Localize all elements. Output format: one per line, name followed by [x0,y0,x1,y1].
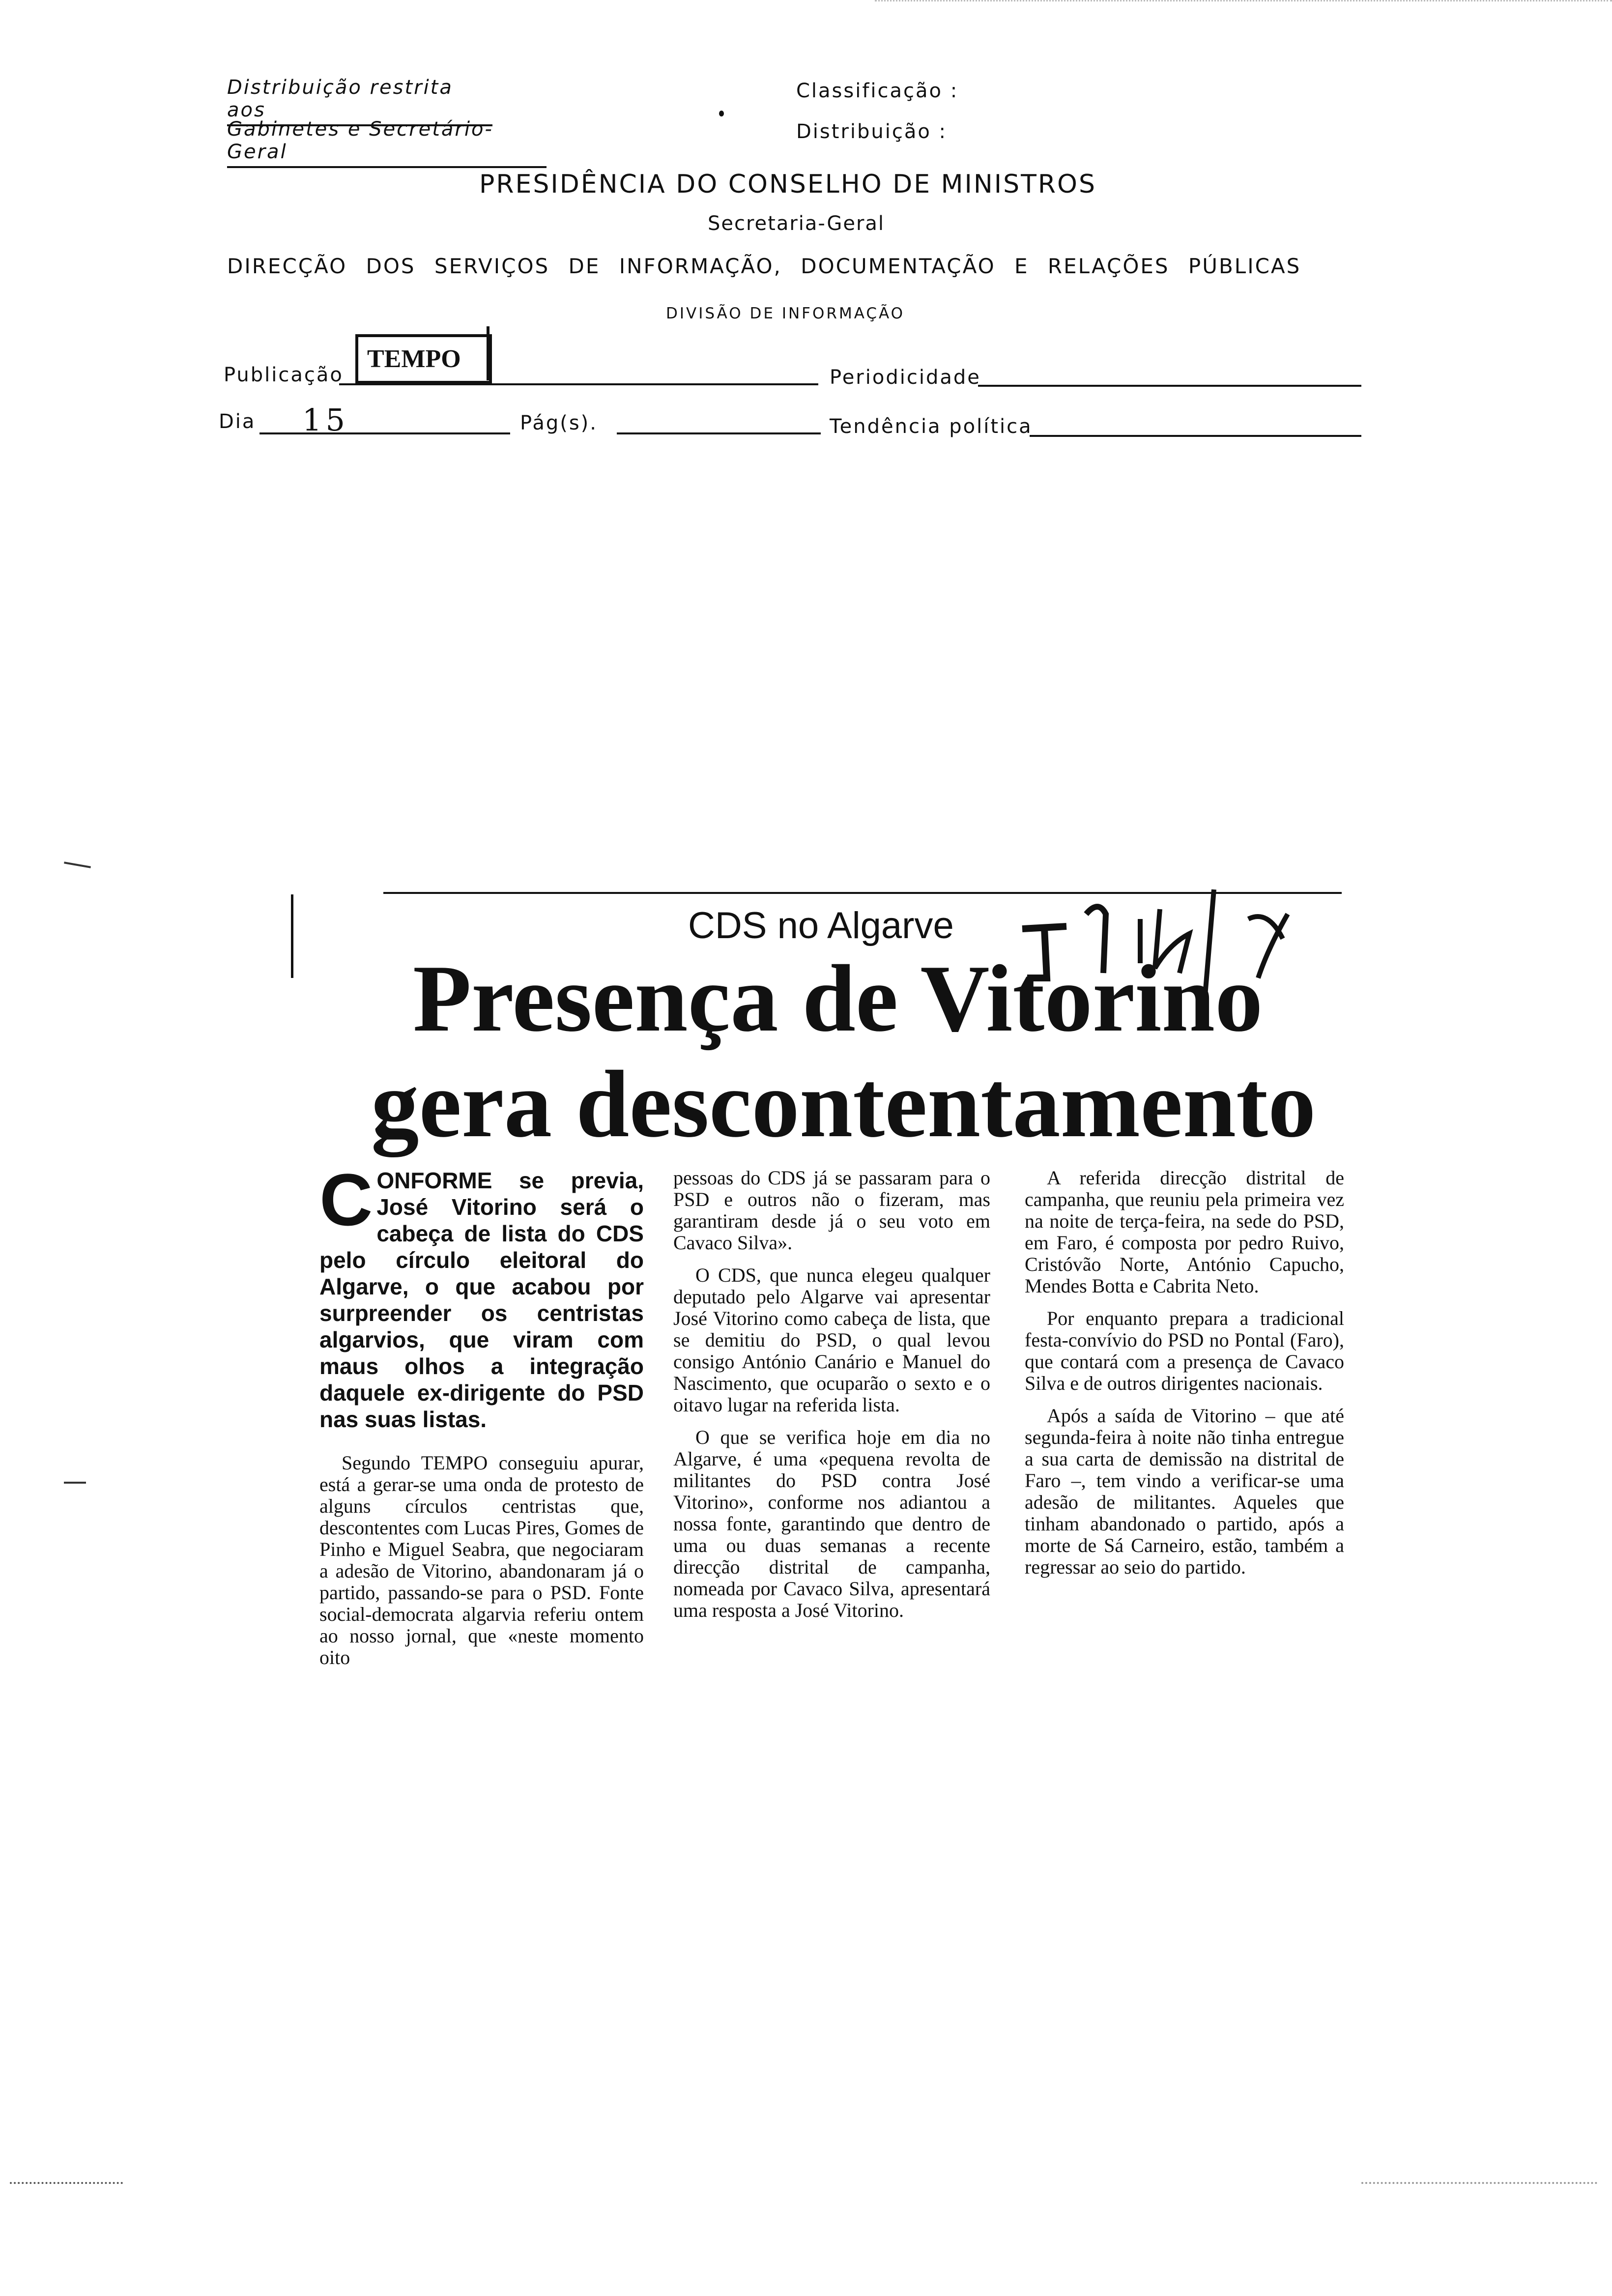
article-paragraph: Após a saída de Vitorino – que até segunda-feira à noite não tinha entregue a sua carta de demissão na distrital de Faro –, tem vindo a verificar-se uma adesão de militantes. Aqueles que tinham abandonado o partido, após a morte de Sá Carneiro, estão, também a regressar ao seio do partido. [1025,1405,1344,1578]
periodicity-label: Periodicidade [830,366,981,389]
day-field-line [259,432,510,434]
scan-mark [875,0,1612,3]
margin-mark [64,1482,86,1484]
lead-dropcap: C [319,1158,373,1241]
lead-text: ONFORME se previa, José Vitorino será o cabeça de lista do CDS pelo círculo eleitoral do Algarve, o que acabou por surpreender os centristas algarvios, que viram com maus olhos a integração daquele ex-dirigente do PSD nas suas listas. [319,1168,644,1432]
distribution-label: Distribuição : [796,120,948,143]
article-paragraph: Segundo TEMPO conseguiu apurar, está a gerar-se uma onda de protesto de alguns círculos centristas que, descontentes com Lucas Pires, Gomes de Pinho e Miguel Seabra, que negociaram a adesão de Vitorino, abandonaram já o partido, passando-se para o PSD. Fonte social-democrata algarvia referiu ontem ao nosso jornal, que «neste momento oito [319,1452,644,1668]
scan-mark [10,2182,123,2185]
classification-label: Classificação : [796,80,959,102]
publication-stamp-edge [487,326,489,380]
article-paragraph: Por enquanto prepara a tradicional festa-convívio do PSD no Pontal (Faro), que contará com a presença de Cavaco Silva e de outros dirigentes nacionais. [1025,1307,1344,1394]
division-title: DIVISÃO DE INFORMAÇÃO [666,305,905,322]
tendency-field-line [1030,435,1361,437]
headline-line1: Presença de Vitorino [413,946,1263,1052]
date-stamp: 15 [302,402,349,438]
publication-label: Publicação [224,364,344,386]
headline-line2: gera descontentamento [371,1051,1316,1157]
article-paragraph: A referida direcção distrital de campanha, que reuniu pela primeira vez na noite de terça-feira, na sede do PSD, em Faro, é composta por pedro Ruivo, Cristóvão Norte, António Capucho, Mendes Botta e Cabrita Neto. [1025,1167,1344,1297]
scan-mark [1361,2182,1597,2185]
directorate-title: DIRECÇÃO DOS SERVIÇOS DE INFORMAÇÃO, DOCUMENTAÇÃO E RELAÇÕES PÚBLICAS [227,254,1301,278]
article-paragraph: O CDS, que nunca elegeu qualquer deputado pelo Algarve vai apresentar José Vitorino como cabeça de lista, que se demitiu do PSD, o qual levou consigo António Canário e Manuel do Nascimento, que ocuparão o sexto e o oitavo lugar na referida lista. [673,1264,990,1416]
handwritten-annotation [993,880,1337,1017]
clipping-left-edge [291,894,293,978]
article-paragraph: O que se verifica hoje em dia no Algarve, é uma «pequena revolta de militantes do PSD contra José Vitorino», conforme nos adiantou a nossa fonte, garantindo que dentro de uma ou duas semanas a recente direcção distrital de campanha, nomeada por Cavaco Silva, apresentará uma resposta a José Vitorino. [673,1426,990,1621]
article-kicker: CDS no Algarve [688,905,954,947]
distribution-restriction-line1: Distribuição restrita aos [227,76,492,126]
pages-label: Pág(s). [520,412,598,434]
periodicity-field-line [978,385,1361,387]
publication-stamp: TEMPO [355,334,492,384]
article-lead [319,1158,644,1433]
tendency-label: Tendência política [830,415,1033,438]
margin-mark [64,861,91,868]
ink-speck [719,111,724,116]
article-column-3 [1025,1167,1344,1589]
day-label: Dia [219,410,256,433]
pages-field-line [617,432,821,434]
article-column-2 [673,1167,990,1632]
article-paragraph: pessoas do CDS já se passaram para o PSD e outros não o fizeram, mas garantiram desde já o seu voto em Cavaco Silva». [673,1167,990,1254]
distribution-restriction-line2: Gabinetes e Secretário-Geral [227,118,547,168]
presidency-title: PRESIDÊNCIA DO CONSELHO DE MINISTROS [479,170,1096,199]
article-column-1 [319,1158,644,1679]
secretariat-title: Secretaria-Geral [708,212,885,235]
